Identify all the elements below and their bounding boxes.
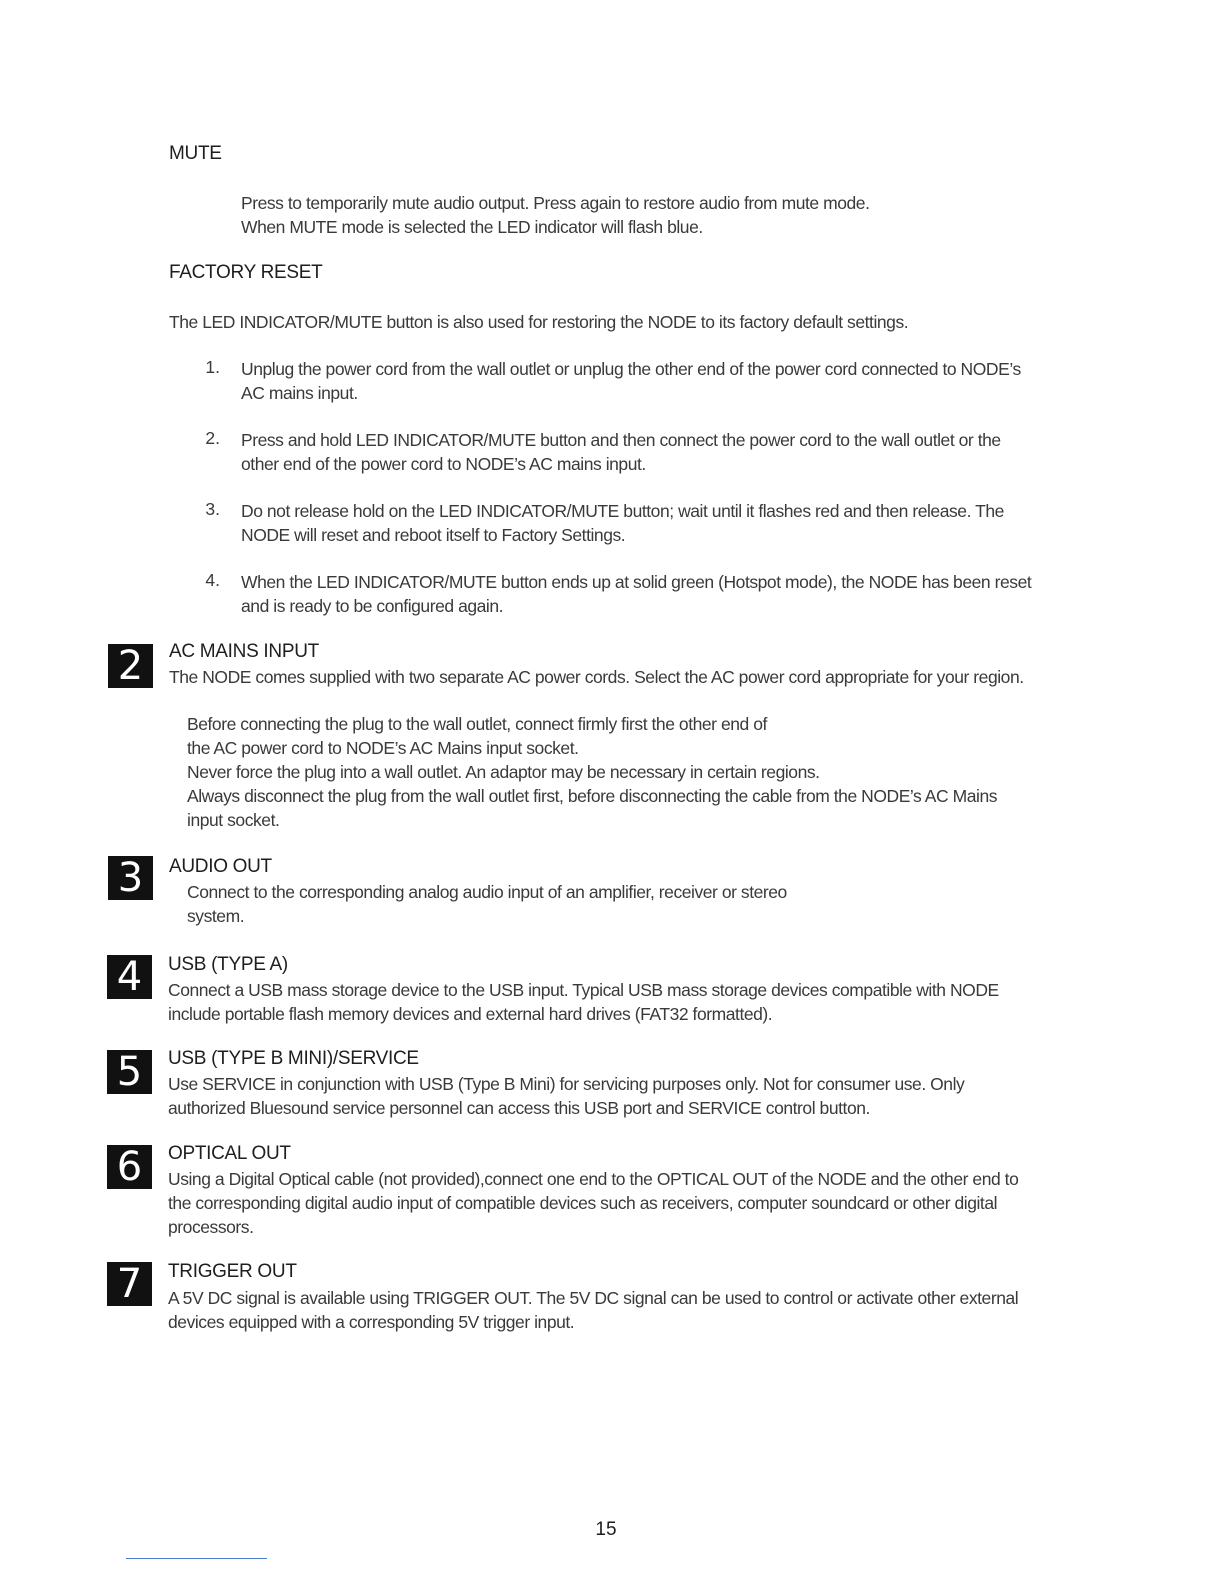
mute-line: Press to temporarily mute audio output. Press again to restore audio from mute mode. xyxy=(241,193,870,213)
page-number: 15 xyxy=(595,1519,617,1540)
description-line: Use SERVICE in conjunction with USB (Type B Mini) for servicing purposes only. Not for consumer use. Only xyxy=(168,1074,965,1094)
usb-a-description xyxy=(168,978,999,1026)
note-line: Never force the plug into a wall outlet. An adaptor may be necessary in certain regions. xyxy=(187,762,820,782)
section-number-badge: 4 xyxy=(107,955,152,999)
trigger-out-description xyxy=(168,1286,1018,1334)
step-line: Unplug the power cord from the wall outlet or unplug the other end of the power cord connected to NODE’s xyxy=(241,359,1021,379)
step-text xyxy=(241,570,1031,618)
description-line: processors. xyxy=(168,1217,254,1237)
step-line: Press and hold LED INDICATOR/MUTE button and then connect the power cord to the wall outlet or the xyxy=(241,430,1001,450)
mute-line: When MUTE mode is selected the LED indicator will flash blue. xyxy=(241,217,703,237)
usb-b-description xyxy=(168,1072,964,1120)
ac-mains-heading: AC MAINS INPUT xyxy=(169,641,319,662)
step-line: Do not release hold on the LED INDICATOR/MUTE button; wait until it flashes red and then release. The xyxy=(241,501,1004,521)
optical-out-heading: OPTICAL OUT xyxy=(168,1143,291,1164)
description-line: devices equipped with a corresponding 5V trigger input. xyxy=(168,1312,575,1332)
mute-heading: MUTE xyxy=(169,143,222,164)
note-line: the AC power cord to NODE’s AC Mains input socket. xyxy=(187,738,579,758)
section-number-badge: 2 xyxy=(108,644,153,688)
trigger-out-heading: TRIGGER OUT xyxy=(168,1261,297,1282)
description-line: Connect a USB mass storage device to the USB input. Typical USB mass storage devices compatible with NODE xyxy=(168,980,999,1000)
description-line: authorized Bluesound service personnel can access this USB port and SERVICE control button. xyxy=(168,1098,870,1118)
description-line: the corresponding digital audio input of compatible devices such as receivers, computer soundcard or other digital xyxy=(168,1193,998,1213)
step-line: AC mains input. xyxy=(241,383,358,403)
factory-reset-intro xyxy=(169,310,908,334)
usb-a-heading: USB (TYPE A) xyxy=(168,954,288,975)
step-number: 2. xyxy=(205,428,220,448)
ac-mains-intro xyxy=(169,665,1024,689)
audio-out-heading: AUDIO OUT xyxy=(169,856,272,877)
ac-mains-notes xyxy=(187,712,997,832)
note-line: Before connecting the plug to the wall outlet, connect firmly first the other end of xyxy=(187,714,767,734)
mute-description xyxy=(241,191,870,239)
step-line: NODE will reset and reboot itself to Factory Settings. xyxy=(241,525,626,545)
note-line: input socket. xyxy=(187,810,280,830)
audio-out-description xyxy=(187,880,787,928)
description-line: A 5V DC signal is available using TRIGGER OUT. The 5V DC signal can be used to control or activate other external xyxy=(168,1288,1019,1308)
step-text xyxy=(241,428,1001,476)
section-number-badge: 5 xyxy=(107,1050,152,1094)
factory-reset-intro-line: The LED INDICATOR/MUTE button is also used for restoring the NODE to its factory default settings. xyxy=(169,312,909,332)
factory-reset-heading: FACTORY RESET xyxy=(169,262,323,283)
usb-b-heading: USB (TYPE B MINI)/SERVICE xyxy=(168,1048,419,1069)
step-text xyxy=(241,499,1004,547)
step-number: 1. xyxy=(205,357,220,377)
note-line: Always disconnect the plug from the wall outlet first, before disconnecting the cable from the NODE’s AC Mains xyxy=(187,786,998,806)
description-line: Using a Digital Optical cable (not provided),connect one end to the OPTICAL OUT of the NODE and the other end to xyxy=(168,1169,1019,1189)
description-line: system. xyxy=(187,906,245,926)
step-number: 4. xyxy=(205,570,220,590)
description-line: include portable flash memory devices and external hard drives (FAT32 formatted). xyxy=(168,1004,773,1024)
step-line: and is ready to be configured again. xyxy=(241,596,504,616)
section-number-badge: 6 xyxy=(107,1145,152,1189)
section-number-badge: 7 xyxy=(107,1262,152,1306)
step-line: When the LED INDICATOR/MUTE button ends up at solid green (Hotspot mode), the NODE has been reset xyxy=(241,572,1032,592)
ac-mains-intro-line: The NODE comes supplied with two separate AC power cords. Select the AC power cord appropriate for your region. xyxy=(169,667,1024,687)
step-text xyxy=(241,357,1021,405)
section-number-badge: 3 xyxy=(108,856,153,900)
description-line: Connect to the corresponding analog audio input of an amplifier, receiver or stereo xyxy=(187,882,787,902)
optical-out-description xyxy=(168,1167,1018,1239)
step-number: 3. xyxy=(205,499,220,519)
footnote-divider xyxy=(126,1558,267,1559)
step-line: other end of the power cord to NODE’s AC mains input. xyxy=(241,454,646,474)
